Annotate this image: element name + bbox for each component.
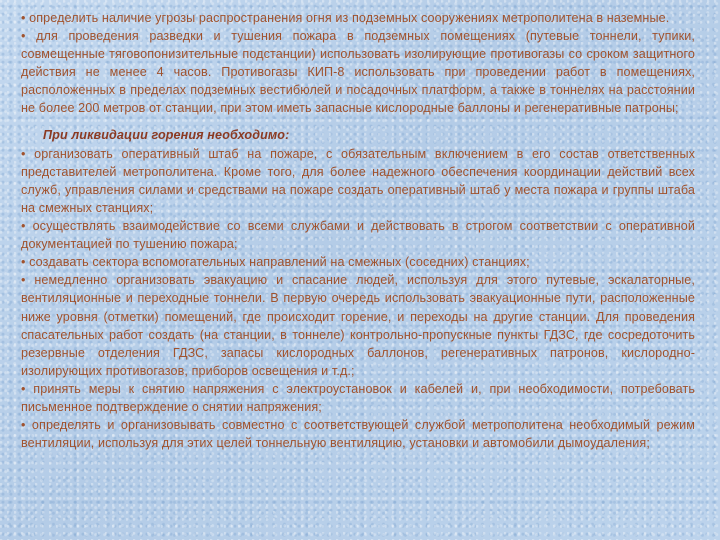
bullet-item: • определить наличие угрозы распространения огня из подземных сооружениях метрополитена в наземные. (21, 11, 670, 25)
section-heading: При ликвидации горения необходимо: (43, 127, 290, 142)
bullet-item: • создавать сектора вспомогательных направлений на смежных (соседних) станциях; (21, 255, 530, 270)
bullet-item: • осуществлять взаимодействие со всеми службами и действовать в строгом соответствии с оперативной документацией по тушению пожара; (21, 219, 695, 252)
bullet-item: • принять меры к снятию напряжения с электроустановок и кабелей и, при необходимости, потребовать письменное подтверждение о снятии напряжения; (21, 381, 695, 414)
slide-text-body (21, 9, 695, 452)
bullet-item: • для проведения разведки и тушения пожара в подземных помещениях (путевые тоннели, тупики, совмещенные тяговопонизительные подстанции) использовать изолирующие противогазы со сроком защитного действия не менее 4 часов. Противогазы КИП-8 использовать при проведении работ в помещениях, расположенных в пределах подземных вестибюлей и посадочных платформ, а также в тоннелях на расстоянии не более 200 метров от станции, при этом иметь запасные кислородные баллоны и регенеративные патроны; (21, 29, 695, 116)
bullet-item: • организовать оперативный штаб на пожаре, с обязательным включением в его состав ответственных представителей метрополитена. Кроме того, для более надежного обеспечения координации действий всех служб, управления силами и средствами на пожаре создать оперативный штаб у места пожара и группы штаба на смежных станциях; (21, 146, 695, 215)
bullet-item: • определять и организовывать совместно с соответствующей службой метрополитена необходимый режим вентиляции, используя для этих целей тоннельную вентиляцию, установки и автомобили дымоудаления; (21, 418, 695, 451)
bullet-item: • немедленно организовать эвакуацию и спасание людей, используя для этого путевые, эскалаторные, вентиляционные и переходные тоннели. В первую очередь использовать эвакуационные пути, расположенные ниже уровня (отметки) помещений, где происходит горение, и переходы на другие станции. Для проведения спасательных работ создать (на станции, в тоннеле) контрольно-пропускные пункты ГДЗС, где сосредоточить резервные отделения ГДЗС, запасы кислородных баллонов, регенеративных патронов, кислородно-изолирующих противогазов, приборов освещения и т.д.; (21, 273, 695, 378)
